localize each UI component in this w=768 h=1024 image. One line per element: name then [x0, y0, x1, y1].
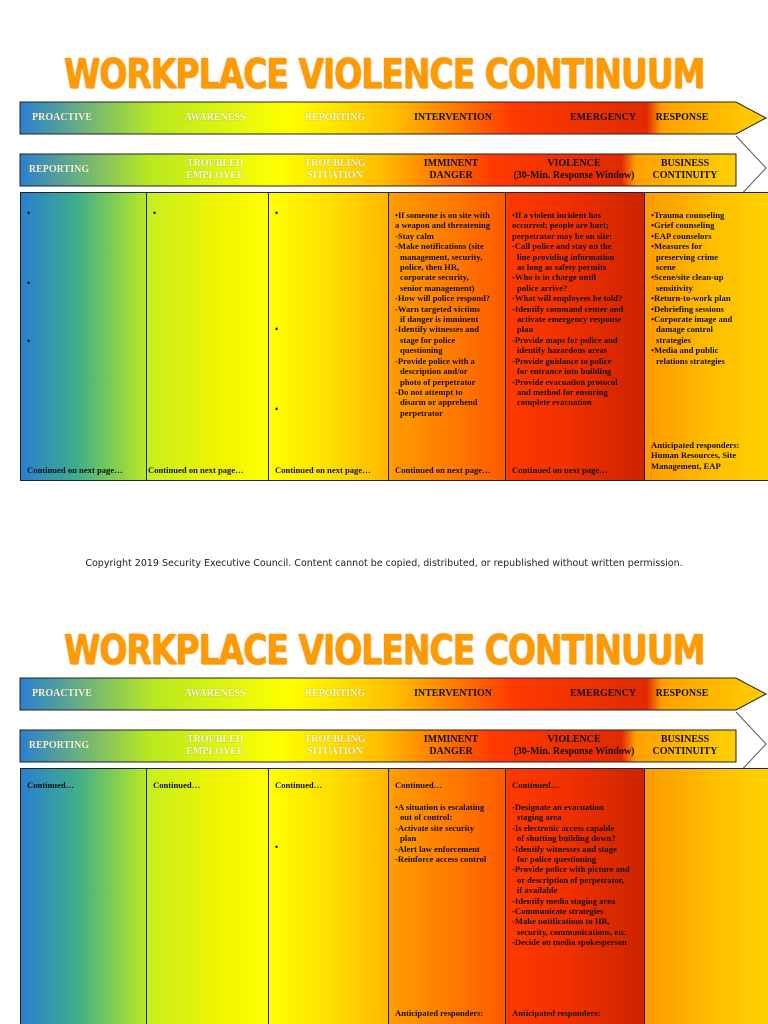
text-line: police arrive?	[517, 282, 568, 293]
text-line: plan	[517, 324, 534, 335]
phase-response: RESPONSE	[655, 688, 709, 699]
text-line: relations strategies	[656, 355, 725, 366]
text-line: -Do not attempt to	[395, 386, 463, 397]
column-reporting	[268, 192, 388, 481]
intervention-text	[395, 210, 502, 418]
text-line: -Provide evacuation protocol	[512, 376, 618, 387]
bullet-marker: •	[27, 208, 31, 218]
text-line: management, security,	[400, 251, 483, 262]
bullet-marker: •	[153, 208, 157, 218]
column-response	[644, 192, 768, 481]
text-line: •Corporate image and	[651, 314, 733, 325]
continued-note: Continued on next page…	[395, 464, 491, 475]
text-line: or description of perpetrator,	[517, 874, 624, 885]
continued-label: Continued…	[27, 780, 75, 790]
stage-arrow-band	[20, 730, 768, 762]
continued-label: Continued…	[153, 780, 201, 790]
continued-label: Continued…	[512, 780, 560, 790]
text-line: for entrance into building	[517, 366, 612, 377]
text-line: -Activate site security	[395, 822, 475, 833]
text-line: -Reinforce access control	[395, 854, 487, 865]
text-line: identify hazardous areas	[517, 345, 608, 356]
text-line: -Is electronic access capable	[512, 822, 615, 833]
continued-note: Continued on next page…	[275, 464, 371, 475]
text-line: -Identify media staging area	[512, 895, 616, 906]
text-line: staging area	[517, 812, 562, 823]
phase-arrow-band	[20, 102, 768, 134]
phase-awareness: AWARENESS	[184, 688, 246, 699]
bullet-marker: •	[275, 404, 279, 414]
text-line: -Provide guidance to police	[512, 355, 612, 366]
text-line: description and/or	[400, 366, 468, 377]
text-line: •If someone is on site with	[395, 210, 490, 220]
bullet-marker: •	[275, 842, 279, 852]
column-intervention	[388, 768, 505, 1024]
text-line: -Identify witnesses and	[395, 324, 480, 335]
text-line: occurred; people are hurt;	[512, 220, 609, 231]
text-line: -Warn targeted victims	[395, 303, 480, 314]
column-intervention	[388, 192, 505, 481]
stage-business-continuity: BUSINESS CONTINUITY	[652, 158, 718, 181]
bullet-marker: •	[275, 208, 279, 218]
text-line: -Provide police with picture and	[512, 864, 630, 875]
text-line: -Stay calm	[395, 230, 434, 241]
page-title: WORKPLACE VIOLENCE CONTINUUM	[63, 49, 705, 98]
phase-response: RESPONSE	[655, 112, 709, 123]
copyright-notice: Copyright 2019 Security Executive Council. Content cannot be copied, distributed, or republished without written permission.	[85, 558, 683, 569]
text-line: of shutting building down?	[517, 833, 616, 844]
text-line: •Debriefing sessions	[651, 303, 724, 314]
column-awareness	[146, 192, 268, 481]
text-line: corporate security,	[400, 272, 469, 283]
page-title: WORKPLACE VIOLENCE CONTINUUM	[63, 625, 705, 674]
column-emergency	[505, 768, 644, 1024]
text-line: if available	[517, 885, 558, 896]
stage-arrow-band	[20, 154, 768, 186]
stage-troubled-employee: TROUBLED EMPLOYEE	[186, 734, 244, 757]
phase-proactive: PROACTIVE	[31, 688, 92, 699]
phase-awareness: AWARENESS	[184, 112, 246, 123]
intervention-text	[395, 802, 502, 864]
text-line: photo of perpetrator	[400, 376, 476, 387]
text-line: -Decide on media spokesperson	[512, 937, 627, 948]
text-line: complete evacuation	[517, 397, 592, 408]
text-line: •Return-to-work plan	[651, 293, 731, 304]
text-line: as long as safety permits	[517, 262, 607, 273]
text-line: •Media and public	[651, 345, 719, 356]
stage-troubled-employee: TROUBLED EMPLOYEE	[186, 158, 244, 181]
text-line: out of control:	[400, 812, 453, 823]
column-response	[644, 768, 768, 1024]
text-line: questioning	[400, 345, 443, 356]
phase-emergency: EMERGENCY	[569, 112, 637, 123]
text-line: strategies	[656, 334, 691, 345]
text-line: •If a violent incident has	[512, 210, 601, 220]
column-reporting	[268, 768, 388, 1024]
stage-reporting: REPORTING	[28, 740, 90, 751]
phase-intervention: INTERVENTION	[414, 112, 492, 123]
text-line: •Scene/site clean-up	[651, 272, 724, 283]
text-line: Anticipated responders:	[651, 440, 740, 450]
text-line: disarm or apprehend	[400, 397, 478, 408]
response-responders	[651, 440, 765, 471]
text-line: -Identify witnesses and stage	[512, 843, 617, 854]
column-emergency	[505, 192, 644, 481]
continued-label: Continued…	[395, 780, 443, 790]
text-line: senior management)	[400, 282, 475, 293]
column-proactive	[20, 768, 146, 1024]
text-line: damage control	[656, 324, 713, 335]
bullet-marker: •	[27, 336, 31, 346]
emergency-text	[512, 802, 641, 948]
stage-imminent-danger: IMMINENT DANGER	[423, 734, 479, 757]
phase-arrow-band	[20, 678, 768, 710]
stage-violence: VIOLENCE (30-Min. Response Window)	[513, 734, 635, 757]
text-line: -Make notifications to HR,	[512, 916, 610, 927]
text-line: sensitivity	[656, 282, 693, 293]
text-line: -How will police respond?	[395, 293, 491, 304]
text-line: line providing information	[517, 251, 615, 262]
phase-emergency: EMERGENCY	[569, 688, 637, 699]
text-line: activate emergency response	[517, 314, 622, 325]
text-line: Management, EAP	[651, 460, 721, 471]
text-line: -Make notifications (site	[395, 241, 484, 252]
phase-reporting: REPORTING	[304, 688, 366, 699]
stage-business-continuity: BUSINESS CONTINUITY	[652, 734, 718, 757]
text-line: •A situation is escalating	[395, 802, 485, 812]
content-columns	[20, 192, 768, 481]
bullet-marker: •	[27, 278, 31, 288]
text-line: •EAP counselors	[651, 230, 712, 241]
emergency-text	[512, 210, 641, 408]
text-line: -Communicate strategies	[512, 906, 604, 917]
content-columns	[20, 768, 768, 1024]
text-line: a weapon and threatening	[395, 220, 491, 231]
text-line: perpetrator	[400, 407, 443, 418]
continued-label: Continued…	[275, 780, 323, 790]
text-line: •Measures for	[651, 241, 703, 252]
column-proactive	[20, 192, 146, 481]
text-line: -Alert law enforcement	[395, 843, 480, 854]
text-line: plan	[400, 833, 417, 844]
anticipated-responders: Anticipated responders:	[395, 1007, 484, 1018]
text-line: police, then HR,	[400, 262, 460, 273]
text-line: Human Resources, Site	[651, 450, 737, 461]
phase-reporting: REPORTING	[304, 112, 366, 123]
text-line: -Who is in charge until	[512, 272, 597, 283]
text-line: scene	[656, 262, 676, 273]
stage-troubling-situation: TROUBLING SITUATION	[304, 158, 366, 181]
text-line: -Provide maps for police and	[512, 334, 618, 345]
column-awareness	[146, 768, 268, 1024]
text-line: stage for police	[400, 334, 456, 345]
continued-note: Continued on next page…	[148, 464, 244, 475]
stage-reporting: REPORTING	[28, 164, 90, 175]
text-line: •Grief counseling	[651, 220, 715, 231]
stage-imminent-danger: IMMINENT DANGER	[423, 158, 479, 181]
text-line: •Trauma counseling	[651, 210, 725, 220]
stage-troubling-situation: TROUBLING SITUATION	[304, 734, 366, 757]
stage-violence: VIOLENCE (30-Min. Response Window)	[513, 158, 635, 181]
text-line: -Designate an evacuation	[512, 802, 604, 812]
text-line: -Call police and stay on the	[512, 241, 612, 252]
text-line: -Provide police with a	[395, 355, 475, 366]
text-line: and method for ensuring	[517, 386, 608, 397]
phase-intervention: INTERVENTION	[414, 688, 492, 699]
anticipated-responders: Anticipated responders:	[512, 1007, 601, 1018]
text-line: -What will employees be told?	[512, 293, 623, 304]
text-line: -Identify command center and	[512, 303, 624, 314]
response-text	[651, 210, 765, 366]
text-line: perpetrator may be on site:	[512, 230, 613, 241]
bullet-marker: •	[275, 324, 279, 334]
phase-proactive: PROACTIVE	[31, 112, 92, 123]
continued-note: Continued on next page…	[27, 464, 123, 475]
text-line: if danger is imminent	[400, 314, 479, 325]
text-line: security, communications, etc.	[517, 926, 628, 937]
continued-note: Continued on next page…	[512, 464, 608, 475]
text-line: for police questioning	[517, 854, 597, 865]
text-line: preserving crime	[656, 251, 719, 262]
